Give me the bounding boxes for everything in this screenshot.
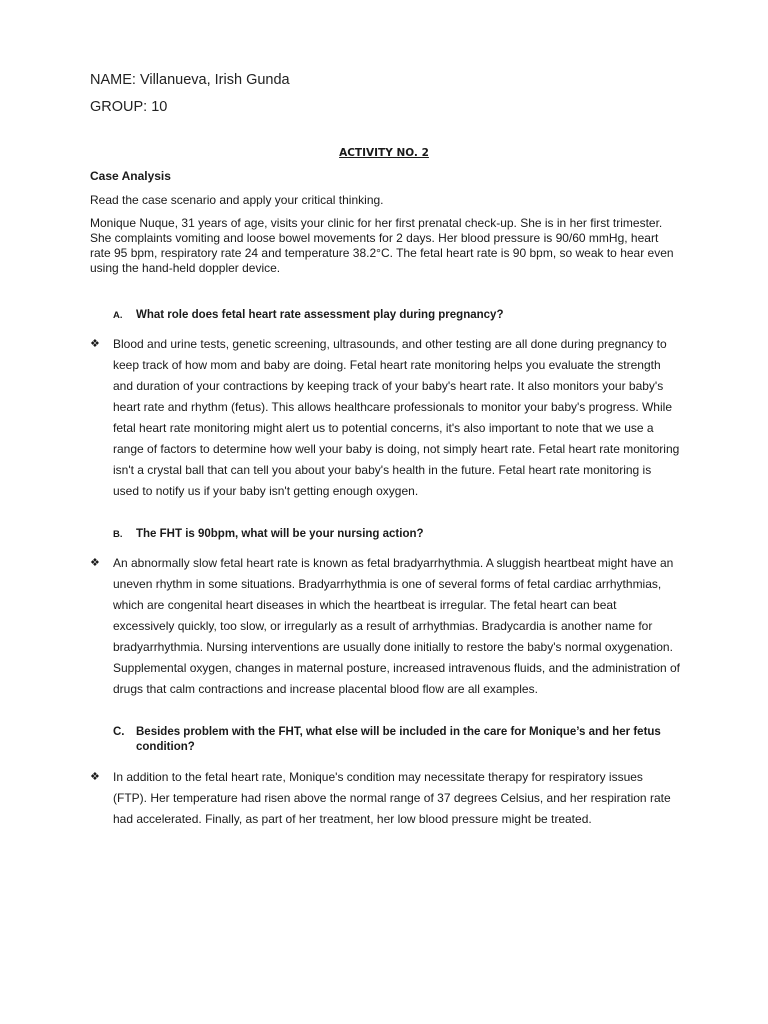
answer-c [90, 767, 680, 830]
answer-c-text: In addition to the fetal heart rate, Monique's condition may necessitate therapy for respiratory issues (FTP). Her temperature had risen above the normal range of 37 degrees Celsius, and her respiration rate had accelerated. Finally, as part of her treatment, her low blood pressure might be treated. [113, 770, 671, 826]
diamond-bullet-icon: ❖ [90, 557, 100, 569]
instruction-text: Read the case scenario and apply your critical thinking. [90, 193, 384, 207]
section-heading: Case Analysis [90, 169, 171, 183]
activity-title: ACTIVITY NO. 2 [339, 147, 429, 159]
diamond-bullet-icon: ❖ [90, 771, 100, 783]
question-c-letter: C. [113, 726, 125, 738]
question-b-text: The FHT is 90bpm, what will be your nursing action? [136, 528, 424, 540]
answer-b-text: An abnormally slow fetal heart rate is known as fetal bradyarrhythmia. A sluggish heartbeat might have an uneven rhythm in some situations. Bradyarrhythmia is one of several forms of fetal cardiac arrhythmias, which are congenital heart diseases in which the heartbeat is irregular. The fetal heart can beat excessively quickly, too slow, or irregularly as a result of arrhythmias. Bradycardia is another name for bradyarrhythmia. Nursing interventions are usually done initially to restore the baby's normal oxygenation. Supplemental oxygen, changes in maternal posture, increased intravenous fluids, and the administration of drugs that calm contractions and increase placental blood flow are all examples. [113, 556, 681, 696]
answer-a-text: Blood and urine tests, genetic screening, ultrasounds, and other testing are all done during pregnancy to keep track of how mom and baby are doing. Fetal heart rate monitoring helps you evaluate the strength and duration of your contractions by keeping track of your baby's heart rate. It also monitors your baby's heart rate and rhythm (fetus). This allows healthcare professionals to monitor your baby's progress. While fetal heart rate monitoring might alert us to potential concerns, it's also important to note that we use a range of factors to determine how well your baby is doing, not simply heart rate. Fetal heart rate monitoring isn't a crystal ball that can tell you about your baby's health in the future. Fetal heart rate monitoring is used to notify us if your baby isn't getting enough oxygen. [113, 337, 680, 498]
question-a-text: What role does fetal heart rate assessment play during pregnancy? [136, 309, 504, 321]
case-scenario: Monique Nuque, 31 years of age, visits your clinic for her first prenatal check-up. She is in her first trimester. She complaints vomiting and loose bowel movements for 2 days. Her blood pressure is 90/60 mmHg, heart rate 95 bpm, respiratory rate 24 and temperature 38.2°C. The fetal heart rate is 90 bpm, so weak to hear even using the hand-held doppler device. [90, 216, 674, 275]
answer-b [90, 553, 680, 700]
question-c-text: Besides problem with the FHT, what else will be included in the care for Monique’s and her fetus condition? [136, 726, 661, 753]
question-a [113, 308, 688, 323]
question-a-letter: A. [113, 310, 123, 321]
student-group: GROUP: 10 [90, 99, 168, 115]
question-b-letter: B. [113, 529, 123, 540]
answer-a [90, 334, 680, 502]
question-c [113, 725, 688, 755]
student-name: NAME: Villanueva, Irish Gunda [90, 72, 290, 88]
diamond-bullet-icon: ❖ [90, 338, 100, 350]
question-b [113, 527, 688, 542]
